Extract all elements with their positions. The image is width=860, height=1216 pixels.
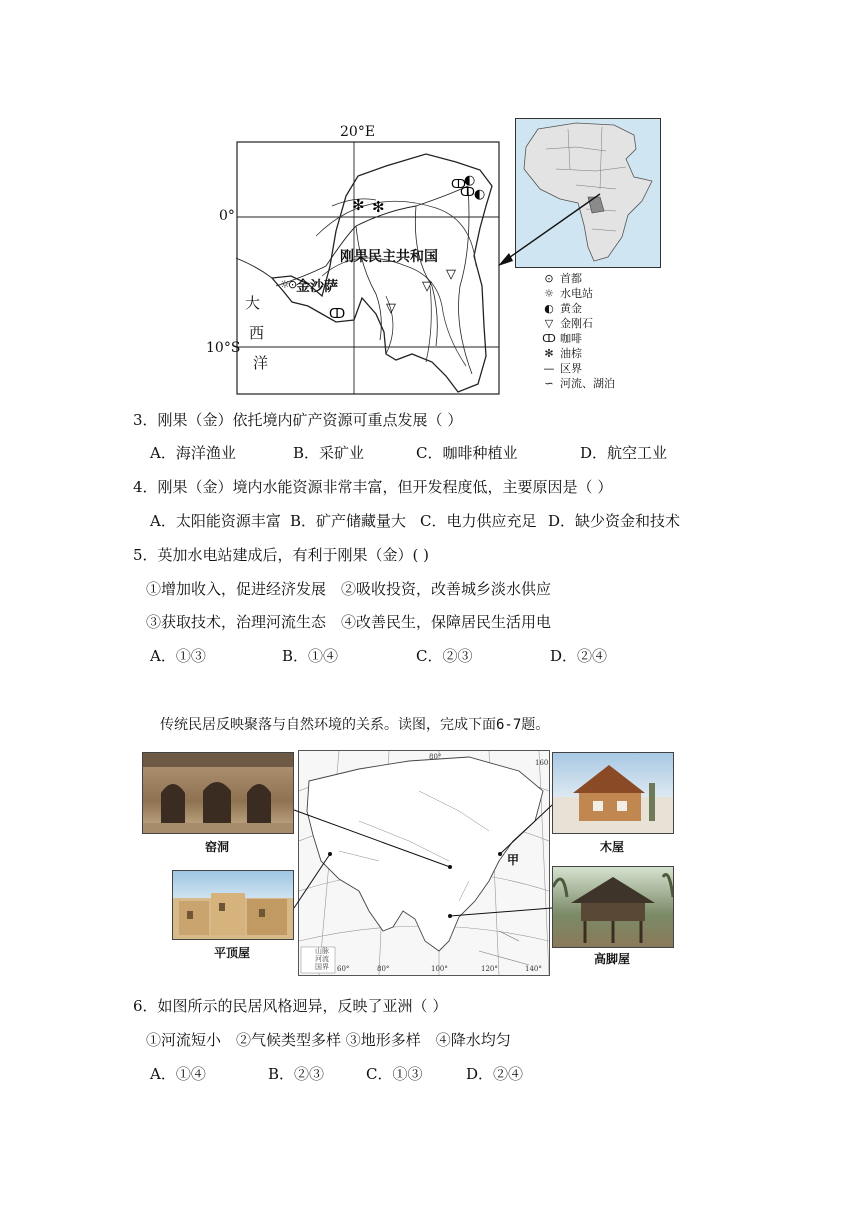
- capital-icon: ⊙: [288, 278, 298, 291]
- diamond-icon: ▽: [446, 267, 456, 282]
- q5-option-b[interactable]: B．①④: [282, 647, 339, 665]
- diamond-icon: ▽: [386, 301, 396, 316]
- oil-palm-icon: ✻: [372, 198, 385, 216]
- river-icon: ∽: [544, 377, 554, 390]
- q4-option-b[interactable]: B．矿产储藏量大: [290, 512, 407, 530]
- legend-oil-palm: ✻ 油棕: [538, 347, 582, 361]
- q4-option-c[interactable]: C．电力供应充足: [420, 512, 537, 530]
- question-6-stem: 6．如图所示的民居风格迥异，反映了亚洲（ ）: [133, 997, 448, 1015]
- coffee-icon: ↀ: [460, 185, 475, 199]
- caption-flat-roof: 平顶屋: [213, 946, 250, 960]
- q5-option-c[interactable]: C．②③: [416, 647, 473, 665]
- hydropower-icon: ☼: [544, 287, 554, 300]
- wooden-house-photo: [552, 752, 674, 834]
- caption-wooden-house: 木屋: [599, 840, 624, 854]
- section-intro: 传统民居反映聚落与自然环境的关系。读图，完成下面6-7题。: [160, 717, 550, 733]
- inset-arrow: [495, 190, 605, 270]
- ocean-char-2: 西: [249, 324, 265, 342]
- question-5-stem: 5．英加水电站建成后，有利于刚果（金）( ): [133, 546, 430, 564]
- gold-icon: ◐: [464, 173, 476, 188]
- q6-option-c[interactable]: C．①③: [366, 1065, 423, 1083]
- tick-120: 120°: [481, 965, 498, 973]
- caption-stilt-house: 高脚屋: [593, 952, 630, 966]
- diamond-icon: ▽: [422, 279, 432, 294]
- q6-option-a[interactable]: A．①④: [150, 1065, 206, 1083]
- caption-cave: 窑洞: [204, 840, 229, 854]
- legend-border: 国界: [315, 963, 329, 971]
- q3-option-b[interactable]: B．采矿业: [293, 444, 365, 462]
- legend-boundary: — 区界: [538, 362, 582, 376]
- flat-roof-house-photo: [172, 870, 294, 940]
- ocean-char-3: 洋: [253, 354, 269, 372]
- dwelling-pointer-lines: [290, 750, 560, 974]
- legend-river: 河流: [315, 955, 329, 963]
- oil-palm-icon: ✻: [544, 347, 554, 360]
- tick-100: 100°: [431, 965, 448, 973]
- coffee-icon: ↀ: [542, 332, 556, 345]
- legend-diamond: ▽ 金刚石: [538, 317, 593, 331]
- capital-icon: ⊙: [544, 272, 554, 285]
- tick-60: 60°: [337, 965, 350, 973]
- legend-hydropower: ☼ 水电站: [538, 287, 593, 301]
- lat-label-10s: 10°S: [206, 340, 241, 356]
- legend-river: ∽ 河流、湖泊: [538, 377, 615, 391]
- map1-legend: [538, 272, 658, 398]
- hydropower-icon: ☼: [280, 278, 290, 291]
- q4-option-d[interactable]: D．缺少资金和技术: [548, 512, 681, 530]
- q6-option-b[interactable]: B．②③: [268, 1065, 325, 1083]
- cave-dwelling-photo: [142, 752, 294, 834]
- legend-capital: ⊙ 首都: [538, 272, 582, 286]
- q6-statements: ①河流短小 ②气候类型多样 ③地形多样 ④降水均匀: [146, 1031, 511, 1049]
- ocean-char-1: 大: [245, 294, 261, 312]
- tick-top-160: 160: [535, 759, 549, 767]
- country-label: 刚果民主共和国: [340, 249, 438, 265]
- q3-option-a[interactable]: A．海洋渔业: [150, 444, 236, 462]
- q3-option-d[interactable]: D．航空工业: [580, 444, 668, 462]
- q3-option-c[interactable]: C．咖啡种植业: [416, 444, 518, 462]
- oil-palm-icon: ✻: [352, 196, 365, 214]
- lon-label-20e: 20°E: [340, 124, 376, 140]
- q5-option-a[interactable]: A．①③: [150, 647, 206, 665]
- q5-statements-line-1: ①增加收入，促进经济发展 ②吸收投资，改善城乡淡水供应: [146, 580, 552, 598]
- lat-label-0: 0°: [219, 208, 235, 224]
- q5-option-d[interactable]: D．②④: [550, 647, 608, 665]
- q6-option-d[interactable]: D．②④: [466, 1065, 524, 1083]
- coffee-icon: ↀ: [329, 307, 346, 322]
- question-3-stem: 3．刚果（金）依托境内矿产资源可重点发展（ ）: [133, 411, 463, 429]
- legend-coffee: ↀ 咖啡: [538, 332, 582, 346]
- gold-icon: ◐: [474, 187, 486, 202]
- q4-option-a[interactable]: A．太阳能资源丰富: [150, 512, 281, 530]
- capital-label: 金沙萨: [296, 279, 338, 295]
- tick-top-80: 80°: [429, 753, 442, 761]
- q5-statements-line-2: ③获取技术，治理河流生态 ④改善民生，保障居民生活用电: [146, 613, 552, 631]
- marker-jia: 甲: [507, 853, 520, 867]
- tick-80: 80°: [377, 965, 390, 973]
- legend-mountain: 山脉: [315, 947, 329, 955]
- legend-gold: ◐ 黄金: [538, 302, 582, 316]
- stilt-house-photo: [552, 866, 674, 948]
- tick-140: 140°: [525, 965, 542, 973]
- question-4-stem: 4．刚果（金）境内水能资源非常丰富，但开发程度低，主要原因是（ ）: [133, 478, 613, 496]
- boundary-icon: —: [543, 362, 555, 375]
- gold-icon: ◐: [544, 302, 554, 315]
- diamond-icon: ▽: [544, 317, 554, 330]
- coffee-icon: ↀ: [451, 177, 466, 191]
